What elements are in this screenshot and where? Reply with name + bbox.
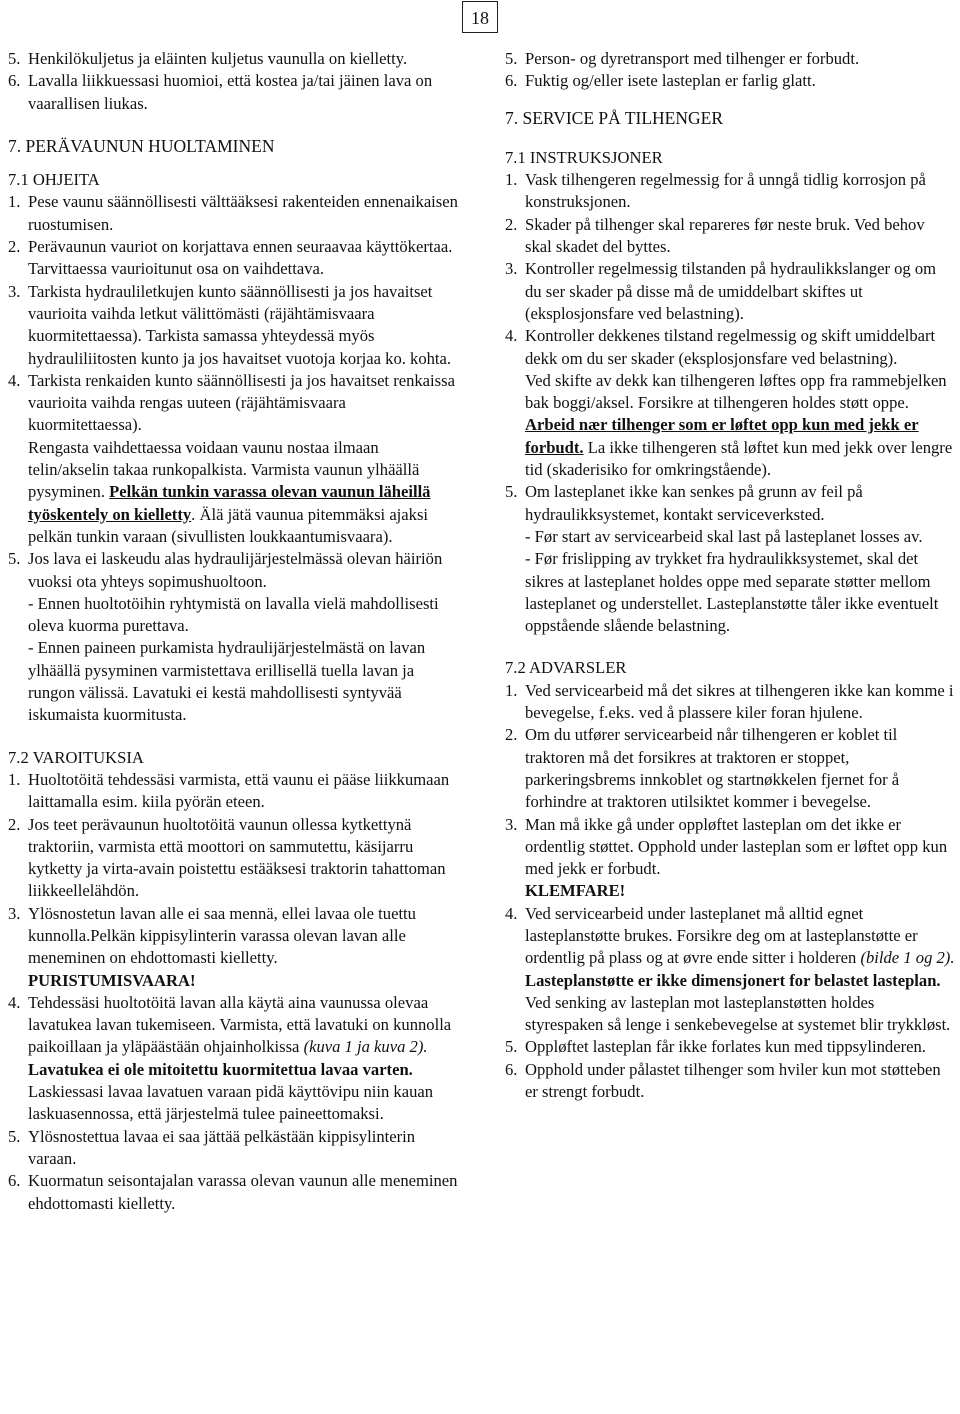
page-number: 18 [462, 1, 498, 33]
hazard-label: PURISTUMISVAARA! [28, 970, 196, 990]
list-item: 6. Lavalla liikkuessasi huomioi, että kostea ja/tai jäinen lava on vaarallisen liukas. [8, 71, 433, 113]
list-item: 2. Om du utfører servicearbeid når tilhengeren er koblet til traktoren må det forsikres at traktoren er stoppet, parkeringsbrems innkoblet og startnøkkelen fjernet for å forhindre at traktoren utilsiktet kommer i bevegelse. [505, 725, 900, 812]
list-item: 4. Kontroller dekkenes tilstand regelmessig og skift umiddelbart dekk om du ser skader (eksplosjonsfare ved belastning). Ved skifte av dekk kan tilhengeren løftes opp fra rammebjelken bak boggi/aksel. Forsikre at tilhengeren holdes støtt oppe. Arbeid nær tilhenger som er løftet opp kun med jekk er forbudt. La ikke tilhengeren stå løftet kun med jekk over lengre tid (skaderisiko for omkringstående). [505, 326, 953, 480]
list-item: 5. Henkilökuljetus ja eläinten kuljetus vaunulla on kielletty. [8, 49, 408, 68]
list-item: 6. Opphold under pålastet tilhenger som hviler kun mot støtteben er strengt forbudt. [505, 1059, 941, 1102]
bold-warning: Lasteplanstøtte er ikke dimensjonert for belastet lasteplan. [525, 970, 941, 990]
norwegian-column [505, 48, 955, 1103]
list-item: 3. Kontroller regelmessig tilstanden på hydraulikkslanger og om du ser skader på disse må de umiddelbart skiftes ut (eksplosjonsfare ved belastning). [505, 259, 937, 323]
list-item: 5. Om lasteplanet ikke kan senkes på grunn av feil på hydraulikksystemet, kontakt serviceverksted. - Før start av servicearbeid skal last på lasteplanet losses av. - Før frislipping av trykket fra hydraulikksystemet, skal det sikres at lasteplanet holdes oppe med separate støtter mellom lasteplanet og understellet. Lasteplanstøtte tåler ikke eventuelt oppstående slående belastning. [505, 482, 939, 636]
list-item: 2. Jos teet perävaunun huoltotöitä vaunun ollessa kytkettynä traktoriin, varmista että moottori on sammutettu, käsijarru kytketty ja virta-avain poistettu estääksesi traktorin tahattoman liikkeellelähdön. [8, 814, 446, 901]
list-item: 3. Tarkista hydrauliletkujen kunto säännöllisesti ja jos havaitset vaurioita vaihda letkut välittömästi (räjähtämisvaara kuormitettaessa). Tarkista samassa yhteydessä myös hydrauliliitosten kunto ja jos havaitset vuotoja korjaa ko. kohta. [8, 281, 452, 368]
subsection-heading: 7.1 OHJEITA [8, 170, 100, 190]
subsection-heading: 7.2 VAROITUKSIA [8, 747, 144, 767]
list-item: 1. Vask tilhengeren regelmessig for å unngå tidlig korrosjon på konstruksjonen. [505, 170, 926, 212]
list-item: 2. Skader på tilhenger skal repareres før neste bruk. Ved behov skal skadet del byttes. [505, 214, 925, 257]
list-item: 5. Jos lava ei laskeudu alas hydraulijärjestelmässä olevan häiriön vuoksi ota yhteys sopimushuoltoon. - Ennen huoltotöihin ryhtymistä on lavalla vielä mahdollisesti oleva kuorma purettava. - Ennen paineen purkamista hydraulijärjestelmästä on lavan ylhäällä pysyminen varmistettava erillisellä tuella lavan ja rungon välissä. Lavatuki ei kestä mahdollisesti syntyvää iskumaista kuormitusta. [8, 549, 443, 725]
list-item: 5. Person- og dyretransport med tilhenger er forbudt. [505, 49, 860, 68]
subsection-heading: 7.1 INSTRUKSJONER [505, 147, 663, 167]
list-item: 3. Ylösnostetun lavan alle ei saa mennä, ellei lavaa ole tuettu kunnolla.Pelkän kippisylinterin varassa olevan lavan alle meneminen on ehdottomasti kielletty. PURISTUMISVAARA! [8, 903, 460, 992]
subsection-heading: 7.2 ADVARSLER [505, 658, 627, 678]
warning-underlined: Arbeid nær tilhenger som er løftet opp kun med jekk er forbudt. [525, 415, 919, 457]
hazard-label: KLEMFARE! [525, 881, 626, 901]
list-item: 4. Tehdessäsi huoltotöitä lavan alla käytä aina vaunussa olevaa lavatukea lavan tukemiseen. Varmista, että lavatuki on kunnolla paikoillaan ja yläpäästään ohjainholkissa (kuva 1 ja kuva 2). Lavatukea ei ole mitoitettu kuormitettua lavaa varten. Laskiessasi lavaa lavatuen varaan pidä käyttövipu niin kauan laskuasennossa, että järjestelmä tulee paineettomaksi. [8, 992, 460, 1126]
list-item: 6. Kuormatun seisontajalan varassa olevan vaunun alle meneminen ehdottomasti kielletty. [8, 1171, 458, 1213]
list-item: 4. Ved servicearbeid under lasteplanet må alltid egnet lasteplanstøtte brukes. Forsikre deg om at lasteplanstøtte er ordentlig på plass og at øvre ende sitter i holderen (bilde 1 og 2). Lasteplanstøtte er ikke dimensjonert for belastet lasteplan. Ved senking av lasteplan mot lasteplanstøtten holdes styrespaken så lenge i senkebevegelse at systemet blir trykkløst. [505, 903, 955, 1035]
warning-underlined: Pelkän tunkin varassa olevan vaunun läheillä työskentely on kielletty [28, 482, 431, 524]
bold-warning: Lavatukea ei ole mitoitettu kuormitettua lavaa varten. [28, 1059, 413, 1079]
list-item: 6. Fuktig og/eller isete lasteplan er farlig glatt. [505, 71, 816, 91]
list-item: 4. Tarkista renkaiden kunto säännöllisesti ja jos havaitset renkaissa vaurioita vaihda rengas uuteen (räjähtämisvaara kuormitettaessa). Rengasta vaihdettaessa voidaan vaunu nostaa ilmaan telin/akselin takaa runkopalkista. Varmista vaunun ylhäällä pysyminen. Pelkän tunkin varassa olevan vaunun läheillä työskentely on kielletty. Älä jätä vaunua pitemmäksi ajaksi pelkän tunkin varaan (sivullisten loukkaantumisvaara). [8, 370, 455, 546]
section-heading: 7. SERVICE PÅ TILHENGER [505, 107, 723, 128]
list-item: 2. Perävaunun vauriot on korjattava ennen seuraavaa käyttökertaa. Tarvittaessa vaurioitunut osa on vaihdettava. [8, 237, 453, 279]
list-item: 3. Man må ikke gå under oppløftet lasteplan om det ikke er ordentlig støttet. Opphold under lasteplan som er løftet opp kun med jekk er forbudt. KLEMFARE! [505, 814, 955, 903]
list-item: 1. Huoltotöitä tehdessäsi varmista, että vaunu ei pääse liikkumaan laittamalla esim. kiila pyörän eteen. [8, 769, 450, 812]
list-item: 1. Ved servicearbeid må det sikres at tilhengeren ikke kan komme i bevegelse, f.eks. ved å plassere kiler foran hjulene. [505, 680, 954, 723]
list-item: 5. Ylösnostettua lavaa ei saa jättää pelkästään kippisylinterin varaan. [8, 1126, 416, 1168]
finnish-column [8, 48, 460, 1215]
list-item: 1. Pese vaunu säännöllisesti välttääksesi rakenteiden ennenaikaisen ruostumisen. [8, 192, 458, 234]
list-item: 5. Oppløftet lasteplan får ikke forlates kun med tippsylinderen. [505, 1037, 926, 1057]
section-heading: 7. PERÄVAUNUN HUOLTAMINEN [8, 135, 275, 156]
